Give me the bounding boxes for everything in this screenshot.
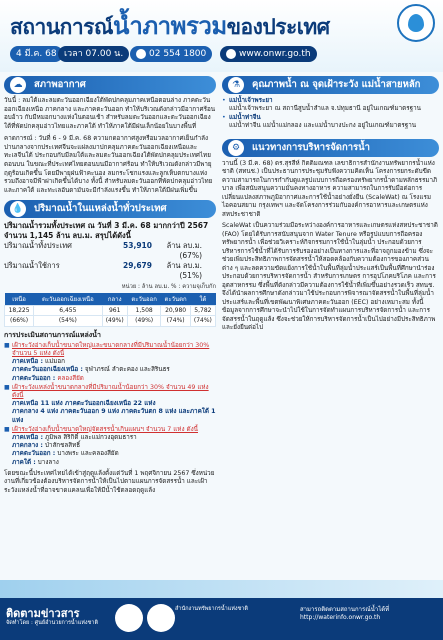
region-detail: แม่มอก [45, 358, 65, 366]
footer [0, 598, 443, 640]
river-detail: แม่น้ำท่าจีน แม่น้ำแม่กลอง และแม่น้ำบางปะกง อยู่ในเกณฑ์มาตรฐาน [229, 122, 417, 130]
footer-link-label: สามารถติดตามสถานการณ์น้ำได้ที่ [300, 606, 390, 613]
region-name: ภาคเหนือ : [12, 433, 43, 441]
info-bar [0, 46, 443, 68]
region-name: ภาคเหนือ 11 แห่ง ภาคตะวันออกเฉียงเหนือ 22 แห่ง [12, 400, 156, 408]
table-row [5, 316, 216, 327]
bullet-text: เฝ้าระวังอ่างเก็บน้ำขนาดใหญ่และขนาดกลางที่มีปริมาณน้ำน้อยกว่า 30% จำนวน 5 แห่ง ดังนี้ [12, 341, 210, 357]
table-cell: 20,980 [161, 305, 190, 316]
cloud-icon: ☁ [10, 77, 26, 93]
region-detail: ภูมิพล สิริกิติ์ และแม่กวงอุดมธารา [45, 433, 137, 441]
table-cell: (66%) [5, 316, 34, 327]
date-pill [10, 46, 63, 62]
weather-forecast-text: คาดการณ์ : วันที่ 6 - 9 มี.ค. 68 ความกดอากาศสูงหรือมวลอากาศเย็นกำลังปานกลางจากประเทศจีนจะแผ่ลงมาปกคลุมภาคตะวันออกเฉียงเหนือและทะเลจีนใต้ ประกอบกับมีลมใต้และลมตะวันออกเฉียงใต้พัดปกคลุมประเทศไทยตอนบน ในขณะที่ประเทศไทยตอนบนมีอากาศร้อน ทำให้บริเวณดังกล่าวมีพายุฤดูร้อนเกิดขึ้น โดยมีพายุฝนฟ้าคะนอง ลมกระโชกแรงและลูกเห็บตกบางแห่ง รวมถึงอาจมีฟ้าผ่าเกิดขึ้นได้บาง ทั้งนี้ สำหรับลมตะวันออกที่พัดปกคลุมอ่าวไทยและภาคใต้ และทะเลอันดามันจะมีกำลังแรงขึ้น ทำให้ภาคใต้มีฝนเพิ่มขึ้น [4, 134, 213, 195]
time-pill [58, 46, 129, 62]
footer-follow: ติดตามข่าวสาร [6, 607, 80, 620]
row-value: 29,679 [123, 260, 152, 270]
footer-agency: สำนักงานทรัพยากรน้ำแห่งชาติ [175, 606, 248, 612]
river-detail: แม่น้ำเจ้าพระยา ณ สถานีสูบน้ำสำแล จ.ปทุมธานี อยู่ในเกณฑ์มาตรฐาน [229, 105, 421, 113]
gear-icon: ⚙ [228, 140, 244, 156]
assessment-title: การประเมินสถานการณ์แหล่งน้ำ [4, 330, 101, 339]
bullet-text: เฝ้าระวังแหล่งน้ำขนาดกลางที่มีปริมาณน้ำน้อยกว่า 30% จำนวน 49 แห่ง ดังนี้ [12, 383, 209, 399]
region-name: ภาคกลาง 4 แห่ง ภาคตะวันออก 9 แห่ง ภาคตะวันตก 8 แห่ง และภาคใต้ 1 แห่ง [12, 408, 216, 424]
region-name: ภาคเหนือ : [12, 358, 43, 366]
water-drop-icon: 💧 [10, 201, 26, 217]
footer-link-block[interactable] [300, 606, 440, 622]
region-name: ภาคตะวันออก : [12, 374, 56, 382]
table-cell: 6,455 [34, 305, 102, 316]
footer-link-url[interactable]: http://waterinfo.onwr.go.th [300, 614, 381, 621]
region-detail: บางพระ และคลองสียัด [57, 450, 119, 458]
table-header: เหนือ [5, 293, 34, 306]
management-paragraph-1: วานนี้ (3 มี.ค. 68) ดร.สุรสีห์ กิตติมณฑล เลขาธิการสำนักงานทรัพยากรน้ำแห่งชาติ (สทนช.) เป็นประธานการประชุมรับฟังความคิดเห็น โครงการยกระดับขีดความสามารถในการกำกับดูแลรูปแบบการถือครองทรัพยากรน้ำตามหลักธรรมาภิบาล เพื่อสนับสนุนความมั่นคงทางอาหาร ความสามารถในการรับมือต่อการเปลี่ยนแปลงสภาพภูมิอากาศและการใช้น้ำอย่างยั่งยืน (ScaleWat) ณ โรงแรมไอคอนสยาม กรุงเทพฯ และจัดโครงการร่วมกับองค์การอาหารและเกษตรแห่งสหประชาชาติ [222, 159, 438, 218]
table-cell: 961 [102, 305, 127, 316]
title-highlight: น้ำภาพรวม [112, 12, 227, 40]
title-suffix: ของประเทศ [226, 15, 330, 39]
table-cell: (49%) [102, 316, 127, 327]
table-row [5, 305, 216, 316]
assessment-bullet [4, 342, 216, 358]
region-line [4, 450, 216, 458]
table-header: กลาง [102, 293, 127, 306]
web-pill[interactable] [220, 46, 317, 62]
table-cell: 1,508 [127, 305, 161, 316]
table-cell: (49%) [127, 316, 161, 327]
assessment-bullet [4, 426, 216, 434]
phone-icon [136, 49, 146, 59]
row-unit: ล้าน ลบ.ม. (51%) [166, 260, 202, 280]
globe-icon [226, 49, 236, 59]
web-text: www.onwr.go.th [239, 49, 311, 59]
table-unit-note: หน่วย : ล้าน ลบ.ม. % : ความจุเก็บกัก [121, 283, 216, 290]
region-detail: จุฬาภรณ์ ลำตะคอง และสิรินธร [84, 366, 170, 374]
onwr-logo-icon [397, 4, 435, 42]
row-label: ปริมาณน้ำทั้งประเทศ [4, 240, 72, 250]
region-line [4, 459, 216, 467]
reservoir-total-row [4, 241, 216, 261]
region-line [4, 366, 216, 374]
region-detail: บางลาง [37, 458, 59, 466]
row-label: ปริมาณน้ำใช้การ [4, 260, 60, 270]
table-header: ใต้ [190, 293, 215, 306]
table-cell: (54%) [34, 316, 102, 327]
region-detail: คลองสียัด [57, 374, 84, 382]
region-name: ภาคตะวันออก : [12, 450, 56, 458]
table-cell: 18,225 [5, 305, 34, 316]
region-name: ภาคตะวันออกเฉียงเหนือ : [12, 366, 83, 374]
date-text: 4 มี.ค. 68 [16, 49, 57, 59]
reservoir-summary: ปริมาณน้ำรวมทั้งประเทศ ณ วันที่ 3 มี.ค. 68 มากกว่าปี 2567 จำนวน 1,145 ล้าน ลบ.ม. สรุปได้ดังนี้ [4, 220, 209, 240]
table-header: ตะวันออกเฉียงเหนือ [34, 293, 102, 306]
weather-today-text: วันนี้ : ลมใต้และลมตะวันออกเฉียงใต้พัดปกคลุมภาคเหนือตอนล่าง ภาคตะวันออกเฉียงเหนือ ภาคกลาง และภาคตะวันออก ทำให้บริเวณดังกล่าวมีอากาศร้อนอบอ้าว กับมีหมอกบางแห่งในตอนเช้า สำหรับลมตะวันออกและตะวันออกเฉียงใต้ที่พัดปกคลุมอ่าวไทยและภาคใต้ ทำให้ภาคใต้มีฝนเล็กน้อยในบางพื้นที่ [4, 97, 216, 131]
region-line [4, 408, 216, 424]
region-line [4, 434, 216, 442]
list-item [222, 114, 439, 131]
phone-pill[interactable] [130, 46, 212, 62]
table-cell: (74%) [190, 316, 215, 327]
region-name: ภาคใต้ : [12, 458, 36, 466]
list-item [222, 97, 439, 114]
row-value: 53,910 [123, 240, 152, 250]
time-text: เวลา 07.00 น. [64, 49, 124, 59]
reservoir-heading: ปริมาณน้ำในแหล่งน้ำทั่วประเทศ [34, 202, 167, 214]
river-name: แม่น้ำท่าจีน [229, 113, 261, 121]
region-line [4, 375, 216, 383]
footer-logos [115, 604, 175, 632]
table-header-row [5, 293, 216, 306]
title-prefix: สถานการณ์ [10, 15, 113, 39]
closing-note: โดยขณะนี้ประเทศไทยได้เข้าสู่ฤดูแล้งตั้งแต่วันที่ 1 พฤศจิกายน 2567 ซึ่งหน่วยงานที่เกี่ยวข้องต้องบริหารจัดการน้ำให้เป็นไปตามแผนการจัดสรรน้ำ และเฝ้าระวังแหล่งน้ำที่อาจขาดแคลนเพื่อให้มีน้ำใช้ตลอดฤดูแล้ง [4, 469, 215, 495]
river-name: แม่น้ำเจ้าพระยา [229, 97, 273, 104]
phone-text: 02 554 1800 [149, 49, 207, 59]
assessment-bullet [4, 384, 216, 400]
table-header: ตะวันออก [127, 293, 161, 306]
water-quality-section-header [222, 76, 439, 94]
row-unit: ล้าน ลบ.ม. (67%) [166, 240, 202, 260]
management-section-header [222, 139, 439, 157]
management-paragraph-2: ScaleWat เป็นความร่วมมือระหว่างองค์การอาหารและเกษตรแห่งสหประชาชาติ (FAO) โดยได้รับการสนับสนุนจาก Water Tenure หรือรูปแบบการถือครองทรัพยากรน้ำ เพื่อช่วยวิเคราะห์กิจกรรมการใช้น้ำในลุ่มน้ำ ประกอบด้วยการบริหารการใช้น้ำที่ได้รับการรับรองอย่างเป็นทางการและที่อาจถูกมองข้าม ซึ่งจะช่วยเพิ่มประสิทธิภาพการจัดสรรน้ำให้สอดคล้องกับความต้องการของภาคส่วนต่าง ๆ และลดความขัดแย้งการใช้น้ำในพื้นที่ลุ่มน้ำประแสร์เป็นพื้นที่ศึกษานำร่อง ประกอบด้วยการบริหารจัดการน้ำ สำหรับการเกษตร การอุปโภคบริโภค และการอุตสาหกรรม ซึ่งพื้นที่ดังกล่าวมีความต้องการใช้น้ำที่เพิ่มขึ้นอย่างรวดเร็ว สทนช. จึงได้นำผลการศึกษาดังกล่าวมาใช้ประกอบการพิจารณาจัดสรรน้ำในพื้นที่ลุ่มน้ำประแสร์และพื้นที่เขตพัฒนาพิเศษภาคตะวันออก (EEC) อย่างเหมาะสม ทั้งนี้ ข้อมูลจากการศึกษาจะนำไปใช้ในการจัดทำแผนการบริหารจัดการน้ำ และการจัดสรรน้ำในฤดูแล้ง ซึ่งจะช่วยให้การบริหารจัดการน้ำเป็นไปอย่างมีประสิทธิภาพและยั่งยืนต่อไป [222, 222, 438, 332]
regional-reservoir-table [4, 293, 216, 327]
management-heading: แนวทางการบริหารจัดการน้ำ [252, 141, 370, 153]
flask-icon: ⚗ [228, 77, 244, 93]
region-detail: ป่าสักชลสิทธิ์ [44, 442, 81, 450]
table-cell: (74%) [161, 316, 190, 327]
footer-credit: จัดทำโดย : ศูนย์อำนวยการน้ำแห่งชาติ [6, 620, 99, 626]
table-cell: 5,782 [190, 305, 215, 316]
decorative-ribbon [0, 580, 443, 598]
water-quality-list [222, 97, 439, 131]
line-qr-icon[interactable] [147, 604, 175, 632]
page-title [10, 6, 330, 45]
table-header: ตะวันตก [161, 293, 190, 306]
water-quality-heading: คุณภาพน้ำ ณ จุดเฝ้าระวัง แม่น้ำสายหลัก [252, 79, 421, 90]
right-column [222, 76, 439, 576]
region-name: ภาคกลาง : [12, 442, 43, 450]
reservoir-usable-row [4, 261, 216, 281]
weather-section-header [4, 76, 216, 94]
bullet-text: เฝ้าระวังอ่างเก็บน้ำขนาดใหญ่จัดสรรน้ำเกินแผนฯ จำนวน 7 แห่ง ดังนี้ [12, 425, 198, 433]
agency-logo-icon [115, 604, 143, 632]
left-column [4, 76, 216, 576]
weather-heading: สภาพอากาศ [34, 79, 86, 90]
reservoir-section-header [4, 200, 216, 218]
